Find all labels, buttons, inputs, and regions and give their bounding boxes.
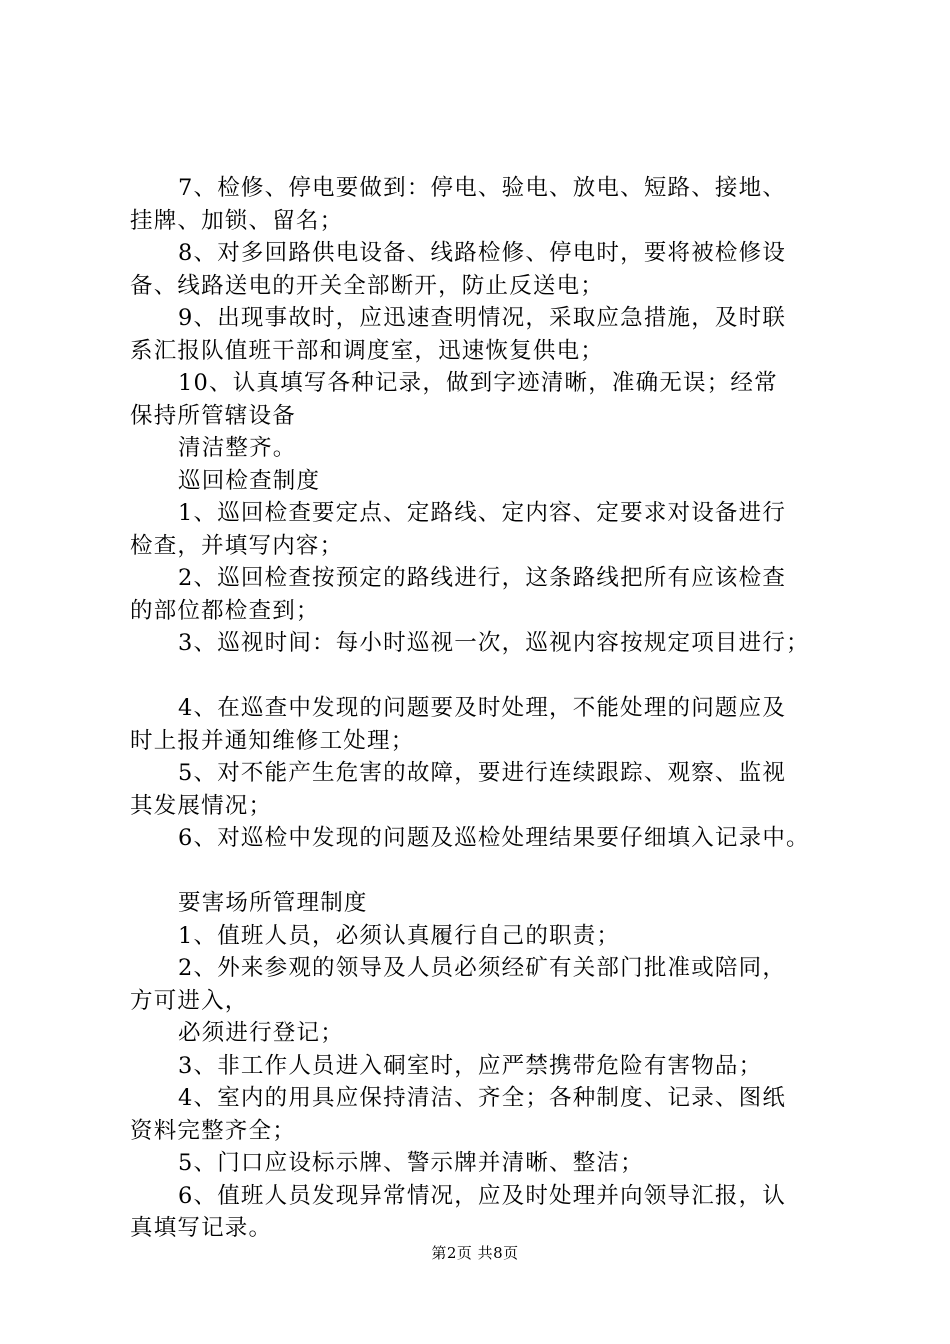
blank-line xyxy=(130,855,842,888)
text-line: 挂牌、加锁、留名； xyxy=(130,207,344,234)
text-line: 5、门口应设标示牌、警示牌并清晰、整洁； xyxy=(178,1150,644,1176)
text-line: 2、外来参观的领导及人员必须经矿有关部门批准或陪同， xyxy=(178,955,787,981)
text-line: 方可进入， xyxy=(130,987,249,1014)
text-line: 7、检修、停电要做到：停电、验电、放电、短路、接地、 xyxy=(178,175,787,201)
text-line: 保持所管辖设备 xyxy=(130,402,296,429)
text-line: 6、对巡检中发现的问题及巡检处理结果要仔细填入记录中。 xyxy=(178,825,810,851)
text-line: 9、出现事故时，应迅速查明情况，采取应急措施，及时联 xyxy=(178,305,787,331)
text-line: 1、值班人员，必须认真履行自己的职责； xyxy=(178,922,621,949)
text-line: 2、巡回检查按预定的路线进行，这条路线把所有应该检查 xyxy=(178,565,787,591)
text-line: 其发展情况； xyxy=(130,792,273,819)
document-body xyxy=(130,172,842,1245)
text-line: 10、认真填写各种记录，做到字迹清晰，准确无误；经常 xyxy=(178,370,778,396)
text-line: 4、在巡查中发现的问题要及时处理，不能处理的问题应及 xyxy=(178,695,787,721)
text-line: 要害场所管理制度 xyxy=(178,890,368,916)
text-line: 时上报并通知维修工处理； xyxy=(130,727,415,754)
text-line: 真填写记录。 xyxy=(130,1215,273,1241)
text-line: 清洁整齐。 xyxy=(178,435,297,461)
text-line: 8、对多回路供电设备、线路检修、停电时，要将被检修设 xyxy=(178,240,787,266)
text-line: 5、对不能产生危害的故障，要进行连续跟踪、观察、监视 xyxy=(178,760,787,786)
text-line: 检查，并填写内容； xyxy=(130,532,344,559)
text-line: 巡回检查制度 xyxy=(178,467,321,494)
text-line: 系汇报队值班干部和调度室，迅速恢复供电； xyxy=(130,337,605,364)
text-line: 3、非工作人员进入硐室时，应严禁携带危险有害物品； xyxy=(178,1052,763,1079)
page-footer: 第2页 共8页 xyxy=(431,1244,519,1262)
text-line: 的部位都检查到； xyxy=(130,597,320,624)
text-line: 6、值班人员发现异常情况，应及时处理并向领导汇报，认 xyxy=(178,1182,787,1209)
text-line: 资料完整齐全； xyxy=(130,1117,296,1144)
text-line: 1、巡回检查要定点、定路线、定内容、定要求对设备进行 xyxy=(178,500,787,526)
text-line: 备、线路送电的开关全部断开，防止反送电； xyxy=(130,272,605,299)
text-line: 4、室内的用具应保持清洁、齐全；各种制度、记录、图纸 xyxy=(178,1085,787,1111)
blank-line xyxy=(130,660,842,693)
text-line: 3、巡视时间：每小时巡视一次，巡视内容按规定项目进行； xyxy=(178,630,810,656)
text-line: 必须进行登记； xyxy=(178,1020,344,1046)
